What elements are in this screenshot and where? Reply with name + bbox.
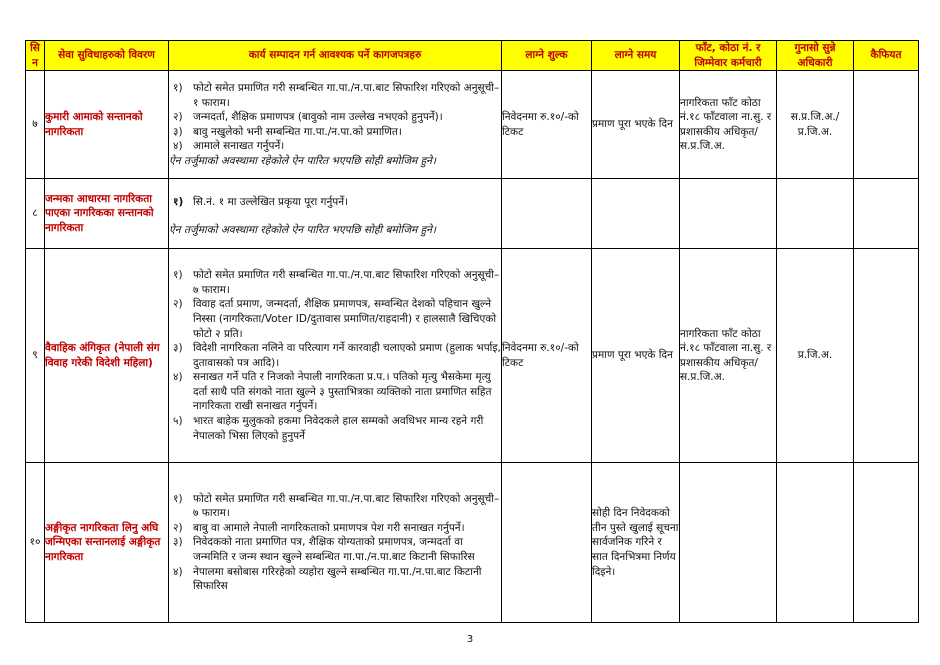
header-remarks: कैफियत [854, 41, 919, 71]
table-row [26, 249, 919, 463]
row-documents [169, 71, 502, 179]
header-grievance-officer: गुनासो सुन्ने अधिकारी [777, 41, 854, 71]
doc-item: १) सि.नं. १ मा उल्लेखित प्रकृया पूरा गर्नुपर्ने। [173, 195, 349, 208]
row-documents [169, 179, 502, 249]
row-fee: निवेदनमा रु.१०/-को टिकट [502, 71, 592, 179]
row-fee: निवेदनमा रु.१०/-को टिकट [502, 249, 592, 463]
row-fee [502, 179, 592, 249]
row-sn: १० [26, 463, 45, 623]
row-officer: स.प्र.जि.अ./ प्र.जि.अ. [777, 71, 854, 179]
table-row [26, 463, 919, 623]
row-time: प्रमाण पूरा भएके दिन [592, 71, 680, 179]
doc-item: १) फोटो समेत प्रमाणित गरी सम्बन्धित गा.पा./न.पा.बाट सिफारिश गरिएको अनुसूची–१ फाराम। [173, 81, 500, 109]
header-time: लाग्ने समय [592, 41, 680, 71]
row-sn: ८ [26, 179, 45, 249]
header-documents: कार्य सम्पादन गर्न आवश्यक पर्ने कागजपत्रहरु [169, 41, 502, 71]
doc-item: १) फोटो समेत प्रमाणित गरी सम्बन्धित गा.पा./न.पा.बाट सिफारिश गरिएको अनुसूची–७ फाराम। [173, 492, 500, 520]
row-remark [854, 249, 919, 463]
row-office [680, 179, 777, 249]
row-note: ऐन तर्जुमाको अवस्थामा रहेकोले ऐन पारित भएपछि सोही बमोजिम हुने। [169, 224, 436, 237]
doc-item: ४) नेपालमा बसोबास गरिरहेको व्यहोरा खुल्ने सम्बन्धित गा.पा./न.पा.बाट किटानी सिफारिस [173, 565, 482, 593]
header-sn: सि न [26, 41, 45, 71]
row-service: वैवाहिक अंगिकृत (नेपाली संग विवाह गरेकी विदेशी महिला) [45, 249, 169, 463]
row-note: ऐन तर्जुमाको अवस्थामा रहेकोले ऐन पारित भएपछि सोही बमोजिम हुने। [169, 154, 436, 167]
header-office: फाँट, कोठा नं. र जिम्मेवार कर्मचारी [680, 41, 777, 71]
doc-item: ४) आमाले सनाखत गर्नुपर्ने। [173, 140, 285, 153]
row-office: नागरिकता फाँट कोठा नं.१८ फाँटवाला ना.सु. र प्रशासकीय अधिकृत/स.प्र.जि.अ. [680, 249, 777, 463]
row-remark [854, 179, 919, 249]
row-service: कुमारी आमाको सन्तानको नागरिकता [45, 71, 169, 179]
row-time: प्रमाण पूरा भएके दिन [592, 249, 680, 463]
row-sn: ९ [26, 249, 45, 463]
row-office: नागरिकता फाँट कोठा नं.१८ फाँटवाला ना.सु. र प्रशासकीय अधिकृत/स.प्र.जि.अ. [680, 71, 777, 179]
row-fee [502, 463, 592, 623]
row-office [680, 463, 777, 623]
row-remark [854, 71, 919, 179]
row-time [592, 179, 680, 249]
doc-item: ३) बावु नखुलेको भनी सम्बन्धित गा.पा./न.पा.को प्रमाणित। [173, 125, 402, 138]
row-officer [777, 463, 854, 623]
row-remark [854, 463, 919, 623]
doc-item: ३) विदेशी नागरिकता नलिने वा परित्याग गर्ने कारवाही चलाएको प्रमाण (हुलाक भर्पाइ, दुतावासको पत्र आदि)। [173, 342, 501, 369]
doc-item: ३) निवेदकको नाता प्रमाणित पत्र, शैक्षिक योग्यताको प्रमाणपत्र, जन्मदर्ता वा जन्ममिति र जन्म स्थान खुल्ने सम्बन्धित गा.पा./न.पा.बाट किटानी सिफारिस [173, 536, 475, 563]
row-service: जन्मका आधारमा नागरिकता पाएका नागरिकका सन्तानको नागरिकता [45, 179, 169, 249]
page-number: 3 [466, 634, 474, 645]
row-documents [169, 249, 502, 463]
header-row [26, 41, 919, 71]
row-service: अङ्गीकृत नागरिकता लिनु अघि जन्मिएका सन्तानलाई अङ्गीकृत नागरिकता [45, 463, 169, 623]
services-table [25, 40, 919, 623]
doc-item: २) बाबु वा आमाले नेपाली नागरिकताको प्रमाणपत्र पेश गरी सनाखत गर्नुपर्ने। [173, 521, 465, 534]
doc-item: १) फोटो समेत प्रमाणित गरी सम्बन्धित गा.पा./न.पा.बाट सिफारिश गरिएको अनुसूची–७ फाराम। [173, 269, 500, 296]
row-officer: प्र.जि.अ. [777, 249, 854, 463]
doc-item: २) जन्मदर्ता, शैक्षिक प्रमाणपत्र (बावुको नाम उल्लेख नभएको हुनुपर्ने)। [173, 111, 443, 124]
row-time: सोही दिन निवेदकको तीन पुस्ते खुलाई सूचना सार्वजनिक गरिने र सात दिनभित्रमा निर्णय दिइने। [592, 463, 680, 623]
header-service: सेवा सुविधाहरुको विवरण [45, 41, 169, 71]
header-fee: लाग्ने शुल्क [502, 41, 592, 71]
table-row [26, 179, 919, 249]
table-row [26, 71, 919, 179]
doc-item: २) विवाह दर्ता प्रमाण, जन्मदर्ता, शैक्षिक प्रमाणपत्र, सम्वन्धित देशको पहिचान खुल्ने निस्सा (नागरिकता/Voter ID/दुतावास प्रमाणित/राहदानी) र हालसालै खिचिएको फोटो २ प्रति। [173, 298, 497, 340]
row-documents [169, 463, 502, 623]
row-officer [777, 179, 854, 249]
doc-item: ५) भारत बाहेक मुलुकको हकमा निवेदकले हाल सम्मको अवधिभर मान्य रहने गरी नेपालको भिसा लिएको हुनुपर्ने [173, 415, 484, 442]
doc-item: ४) सनाखत गर्ने पति र निजको नेपाली नागरिकता प्र.प.। पतिको मृत्यु भैसकेमा मृत्यु दर्ता साथै पति संगको नाता खुल्ने ३ पुस्ताभित्रका व्यक्तिको नाता प्रमाणित सहित नागरिकता राखी सनाखत गर्नुपर्ने। [173, 371, 492, 413]
row-sn: ७ [26, 71, 45, 179]
